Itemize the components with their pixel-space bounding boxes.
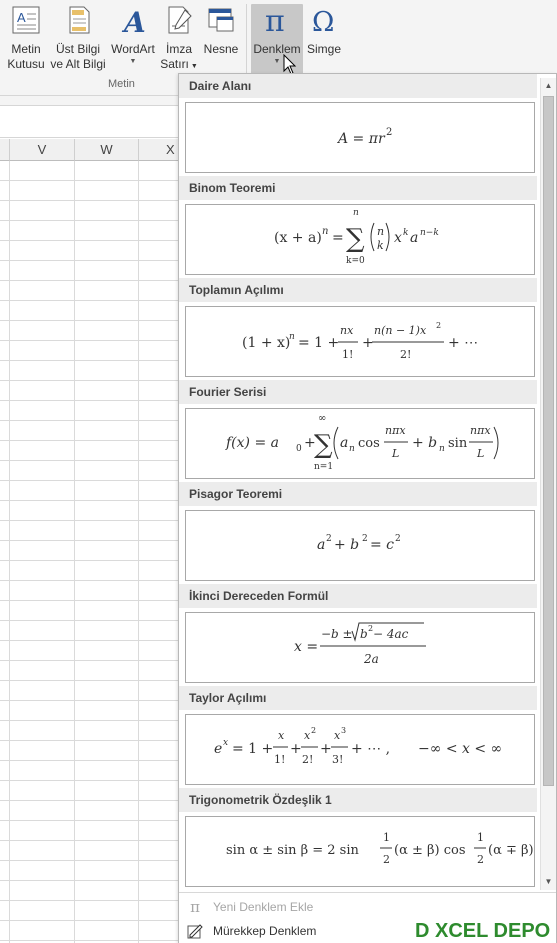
svg-text:n: n	[353, 208, 359, 218]
svg-text:n: n	[439, 444, 445, 454]
section-title-pythagorean: Pisagor Teoremi	[179, 482, 537, 506]
svg-text:1: 1	[477, 831, 484, 844]
wordart-label: WordArt	[111, 42, 155, 56]
svg-text:A = πr: A = πr	[338, 131, 385, 147]
text-box-icon	[10, 4, 42, 36]
wordart-button[interactable]	[108, 4, 158, 76]
column-header-v[interactable]: V	[10, 139, 75, 161]
svg-text:∑: ∑	[314, 430, 333, 460]
svg-text:n(n − 1)x: n(n − 1)x	[374, 324, 427, 337]
symbol-label: Simge	[306, 42, 341, 56]
signature-line-icon	[163, 4, 195, 36]
svg-text:2!: 2!	[400, 348, 412, 361]
section-title-taylor: Taylor Açılımı	[179, 686, 537, 710]
ink-equation-icon	[187, 923, 203, 939]
svg-text:+ ⋯: + ⋯	[448, 335, 479, 351]
svg-text:1!: 1!	[274, 753, 286, 766]
svg-text:A: A	[17, 10, 26, 25]
svg-text:2: 2	[395, 534, 401, 544]
svg-text:2: 2	[368, 624, 374, 633]
worksheet-grid[interactable]	[0, 161, 180, 943]
svg-text:+: +	[290, 741, 302, 757]
gallery-scrollbar[interactable]	[540, 78, 556, 890]
svg-text:L: L	[477, 447, 485, 460]
svg-text:sin α ± sin β = 2 sin: sin α ± sin β = 2 sin	[226, 843, 359, 858]
signature-line-label: İmza Satırı ▼	[160, 42, 198, 71]
svg-text:e: e	[214, 741, 223, 757]
pi-equation-icon	[261, 4, 293, 36]
svg-text:L: L	[392, 447, 400, 460]
equation-gallery-dropdown	[178, 73, 557, 943]
section-title-trig-identity: Trigonometrik Özdeşlik 1	[179, 788, 537, 812]
object-label: Nesne	[203, 42, 239, 56]
svg-text:x: x	[334, 729, 341, 742]
svg-text:2!: 2!	[302, 753, 314, 766]
svg-text:1: 1	[383, 831, 390, 844]
text-box-button[interactable]	[4, 4, 48, 76]
svg-text:2: 2	[386, 127, 393, 138]
svg-text:3: 3	[341, 726, 347, 735]
equation-circle-area[interactable]	[185, 102, 535, 173]
svg-text:n=1: n=1	[314, 462, 334, 472]
svg-text:x: x	[278, 729, 285, 742]
svg-text:−∞ < x < ∞: −∞ < x < ∞	[418, 741, 503, 757]
svg-text:2a: 2a	[364, 652, 379, 666]
object-icon	[205, 4, 237, 36]
equation-quadratic[interactable]	[185, 612, 535, 683]
equation-trig-identity[interactable]	[185, 816, 535, 887]
svg-text:n: n	[349, 444, 355, 454]
column-header-w[interactable]: W	[75, 139, 139, 161]
svg-text:(α ± β) cos: (α ± β) cos	[394, 843, 466, 858]
svg-text:nx: nx	[340, 324, 354, 337]
svg-text:(x + a): (x + a)	[274, 230, 322, 246]
omega-symbol-icon	[308, 4, 340, 36]
svg-text:2: 2	[383, 853, 390, 866]
svg-text:A: A	[124, 6, 146, 36]
svg-text:= c: = c	[370, 537, 395, 553]
svg-text:nπx: nπx	[385, 424, 406, 437]
new-equation-menu-item[interactable]	[179, 895, 556, 919]
svg-text:n−k: n−k	[420, 228, 439, 238]
svg-text:3!: 3!	[332, 753, 344, 766]
svg-text:n: n	[289, 332, 295, 342]
svg-text:n: n	[377, 225, 385, 238]
svg-text:(1 + x): (1 + x)	[242, 335, 291, 351]
svg-text:a: a	[410, 230, 419, 246]
scroll-thumb[interactable]	[543, 96, 554, 786]
svg-text:+: +	[320, 741, 332, 757]
equation-label: Denklem	[253, 42, 301, 56]
ribbon-group-label: Metin	[108, 78, 135, 90]
svg-text:a: a	[317, 537, 326, 553]
text-box-label: Metin Kutusu	[7, 42, 45, 71]
new-equation-label: Yeni Denklem Ekle	[213, 900, 314, 914]
svg-text:+ ⋯ ,: + ⋯ ,	[351, 741, 391, 757]
svg-text:b: b	[360, 627, 368, 641]
svg-text:Ω: Ω	[312, 7, 335, 36]
svg-text:2: 2	[436, 321, 442, 330]
svg-text:sin: sin	[448, 436, 468, 451]
formula-bar[interactable]	[0, 106, 180, 138]
svg-text:k: k	[377, 239, 384, 252]
section-title-fourier: Fourier Serisi	[179, 380, 537, 404]
svg-text:+ b: + b	[334, 537, 360, 553]
svg-text:∑: ∑	[346, 224, 365, 254]
equation-dropdown-icon[interactable]: ▼	[273, 58, 281, 65]
equation-gallery	[179, 74, 537, 890]
svg-text:x =: x =	[294, 639, 319, 655]
scroll-up-icon[interactable]: ▲	[544, 81, 553, 90]
svg-text:+: +	[304, 435, 316, 451]
svg-text:= 1 +: = 1 +	[232, 741, 274, 757]
ribbon-collapse-strip	[0, 96, 180, 106]
svg-text:1!: 1!	[342, 348, 354, 361]
wordart-dropdown-icon[interactable]: ▼	[129, 58, 137, 65]
section-title-sum-expansion: Toplamın Açılımı	[179, 278, 537, 302]
svg-text:+ b: + b	[412, 435, 438, 451]
svg-text:=: =	[332, 230, 344, 246]
svg-text:x: x	[304, 729, 311, 742]
section-title-binomial: Binom Teoremi	[179, 176, 537, 200]
svg-text:f(x) = a: f(x) = a	[226, 435, 279, 451]
ink-equation-label: Mürekkep Denklem	[213, 924, 317, 938]
svg-text:(α ∓ β): (α ∓ β)	[488, 843, 534, 858]
svg-text:k: k	[403, 228, 409, 238]
signature-line-button[interactable]	[158, 4, 200, 76]
header-footer-label: Üst Bilgi ve Alt Bilgi	[50, 42, 106, 71]
object-button[interactable]	[200, 4, 242, 76]
svg-text:x: x	[223, 738, 229, 748]
equation-sum-expansion[interactable]	[185, 306, 535, 377]
symbol-button[interactable]	[304, 4, 344, 76]
svg-text:= 1 +: = 1 +	[298, 335, 340, 351]
column-header-x[interactable]: X	[139, 139, 184, 161]
svg-text:0: 0	[296, 444, 302, 454]
svg-text:− 4ac: − 4ac	[373, 627, 409, 641]
column-header-partial[interactable]	[0, 139, 10, 161]
svg-text:x: x	[394, 230, 402, 246]
wordart-icon	[117, 4, 149, 36]
header-footer-icon	[62, 4, 94, 36]
svg-text:2: 2	[311, 726, 317, 735]
svg-text:n: n	[322, 226, 329, 237]
scroll-down-icon[interactable]: ▼	[544, 877, 553, 886]
equation-binomial[interactable]	[185, 204, 535, 275]
equation-taylor[interactable]	[185, 714, 535, 785]
header-footer-button[interactable]	[48, 4, 108, 76]
svg-text:a: a	[340, 435, 349, 451]
svg-text:cos: cos	[358, 436, 380, 451]
section-title-quadratic: İkinci Dereceden Formül	[179, 584, 537, 608]
svg-text:−b ±: −b ±	[321, 627, 353, 641]
equation-fourier[interactable]	[185, 408, 535, 479]
svg-text:nπx: nπx	[470, 424, 491, 437]
svg-text:2: 2	[362, 534, 368, 544]
svg-text:∞: ∞	[318, 413, 327, 424]
equation-pythagorean[interactable]	[185, 510, 535, 581]
svg-text:k=0: k=0	[346, 256, 365, 266]
svg-text:+: +	[362, 335, 374, 351]
section-title-circle-area: Daire Alanı	[179, 74, 537, 98]
watermark-logo: D XCEL DEPO	[415, 920, 551, 942]
svg-text:π: π	[265, 4, 285, 36]
pi-icon: π	[190, 898, 200, 916]
svg-text:2: 2	[326, 534, 332, 544]
svg-text:2: 2	[477, 853, 484, 866]
